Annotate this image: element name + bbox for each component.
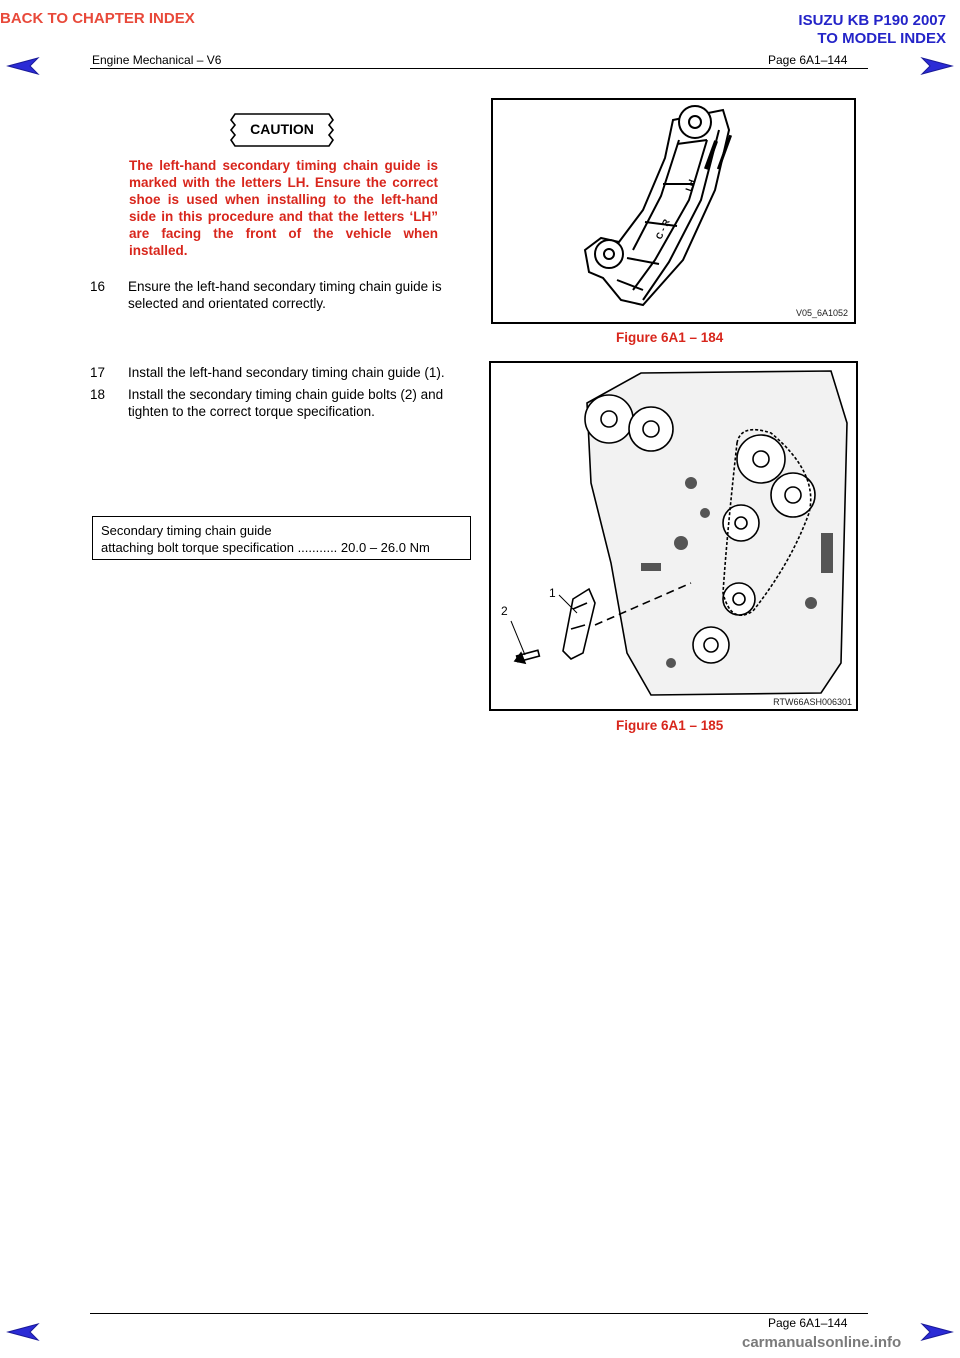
figure-mark-lh: LH <box>683 177 697 193</box>
to-model-index-link[interactable]: TO MODEL INDEX <box>817 30 946 47</box>
torque-spec-line: Secondary timing chain guide <box>101 523 272 538</box>
step-18 <box>90 386 480 422</box>
step-number: 16 <box>90 279 106 294</box>
caution-badge <box>229 112 335 148</box>
figure-185-frame <box>489 361 858 711</box>
step-number: 18 <box>90 387 106 402</box>
step-number: 17 <box>90 365 106 380</box>
torque-spec-box <box>92 516 471 560</box>
caution-label: CAUTION <box>250 121 314 137</box>
step-text-line: Install the secondary timing chain guide bolts (2) and <box>128 387 444 402</box>
footer-rule <box>90 1313 868 1314</box>
previous-page-arrow-icon[interactable] <box>6 56 40 76</box>
model-title-link[interactable]: ISUZU KB P190 2007 <box>798 12 946 29</box>
step-text-line: selected and orientated correctly. <box>128 296 326 311</box>
figure-caption: Figure 6A1 – 184 <box>616 330 724 345</box>
callout-1-label: 1 <box>549 586 556 600</box>
figure-code: V05_6A1052 <box>795 308 848 318</box>
step-text-line: Install the left-hand secondary timing chain guide (1). <box>128 365 445 380</box>
next-page-arrow-icon[interactable] <box>920 1322 954 1342</box>
torque-spec-line: attaching bolt torque specification ........... 20.0 – 26.0 Nm <box>101 540 430 555</box>
header-rule <box>90 68 868 69</box>
timing-chain-guide-illustration <box>493 100 854 322</box>
figure-184-frame <box>491 98 856 324</box>
next-page-arrow-icon[interactable] <box>920 56 954 76</box>
step-text-line: Ensure the left-hand secondary timing chain guide is <box>128 279 442 294</box>
header-section-title: Engine Mechanical – V6 <box>92 53 222 67</box>
header-page-number: Page 6A1–144 <box>768 53 848 67</box>
callout-2-label: 2 <box>501 604 508 618</box>
footer-page-number: Page 6A1–144 <box>768 1316 848 1330</box>
figure-code: RTW66ASH006301 <box>773 697 852 707</box>
step-17 <box>90 364 480 382</box>
step-16 <box>90 278 480 314</box>
previous-page-arrow-icon[interactable] <box>6 1322 40 1342</box>
engine-front-timing-illustration <box>491 363 856 709</box>
figure-caption: Figure 6A1 – 185 <box>616 718 724 733</box>
back-to-chapter-index-link[interactable]: BACK TO CHAPTER INDEX <box>0 10 195 27</box>
step-text-line: tighten to the correct torque specification. <box>128 404 375 419</box>
watermark-text: carmanualsonline.info <box>742 1334 902 1351</box>
figure-mark-cr: C - R <box>653 217 672 241</box>
caution-text: The left-hand secondary timing chain guide is marked with the letters LH. Ensure the correct shoe is used when installing to the left-hand side in this procedure and that the letters ‘LH” are facing the front of the vehicle when installed. <box>129 158 438 258</box>
